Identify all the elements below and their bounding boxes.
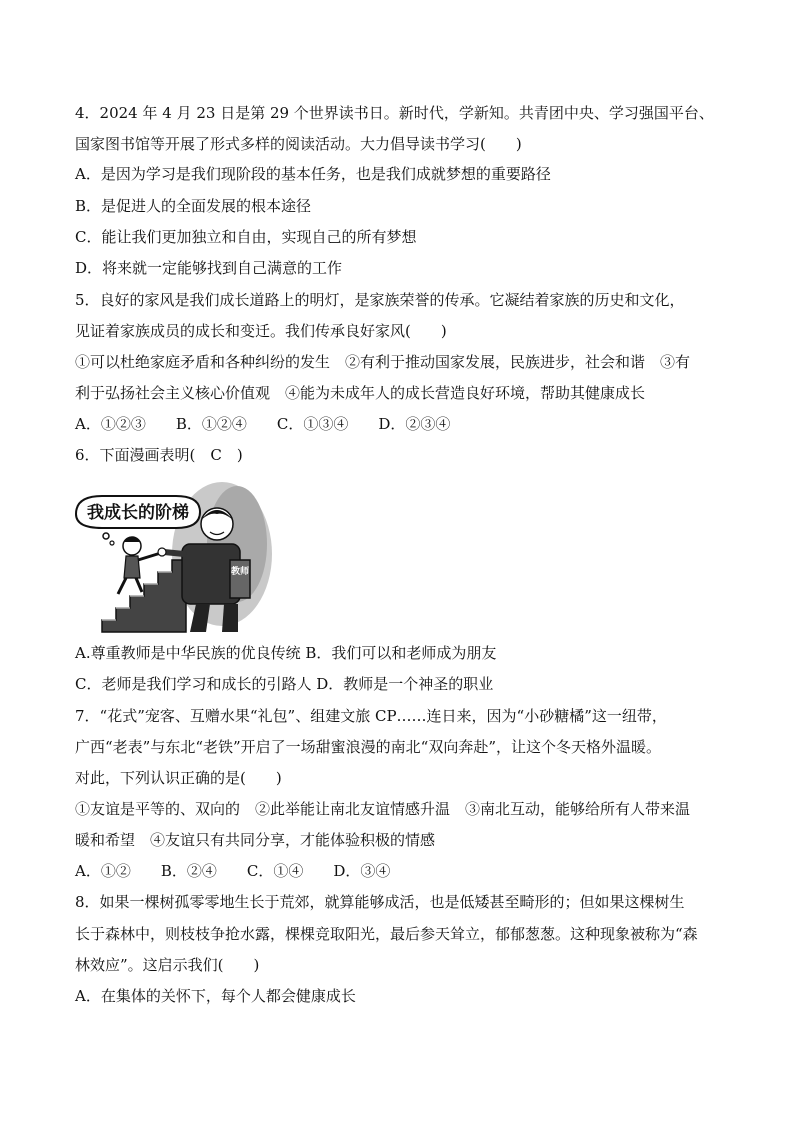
q4-option-d: D．将来就一定能够找到自己满意的工作 xyxy=(75,259,343,277)
q6-options-cd: C．老师是我们学习和成长的引路人 D．教师是一个神圣的职业 xyxy=(75,675,494,693)
q8-stem-line-2: 长于森林中，则枝枝争抢水露，棵棵竞取阳光，最后参天耸立，郁郁葱葱。这种现象被称为“森 xyxy=(75,925,698,943)
q4-stem-line-1: 4．2024 年 4 月 23 日是第 29 个世界读书日。新时代，学新知。共青团中央、学习强国平台、 xyxy=(75,104,714,122)
q8-stem-line-3: 林效应”。这启示我们( ) xyxy=(75,956,260,974)
q7-options: A．①② B．②④ C．①④ D．③④ xyxy=(75,862,391,880)
q7-statements-line-1: ①友谊是平等的、双向的 ②此举能让南北友谊情感升温 ③南北互动，能够给所有人带来温 xyxy=(75,800,691,818)
comic-title: 我成长的阶梯 xyxy=(87,503,189,523)
q6-stem: 6．下面漫画表明( C ) xyxy=(75,446,243,464)
growth-ladder-cartoon xyxy=(72,474,272,634)
q8-stem-line-1: 8．如果一棵树孤零零地生长于荒郊，就算能够成活，也是低矮甚至畸形的；但如果这棵树生 xyxy=(75,893,685,911)
q8-option-a: A．在集体的关怀下，每个人都会健康成长 xyxy=(75,987,356,1005)
q5-statements-line-1: ①可以杜绝家庭矛盾和各种纠纷的发生 ②有利于推动国家发展，民族进步，社会和谐 ③有 xyxy=(75,353,691,371)
q7-statements-line-2: 暖和希望 ④友谊只有共同分享，才能体验积极的情感 xyxy=(75,831,436,849)
q7-stem-line-3: 对此，下列认识正确的是( ) xyxy=(75,769,282,787)
q7-stem-line-2: 广西“老表”与东北“老铁”开启了一场甜蜜浪漫的南北“双向奔赴”，让这个冬天格外温暖。 xyxy=(75,738,662,756)
q4-option-a: A．是因为学习是我们现阶段的基本任务，也是我们成就梦想的重要路径 xyxy=(75,165,551,183)
q7-stem-line-1: 7．“花式”宠客、互赠水果“礼包”、组建文旅 CP……连日来，因为“小砂糖橘”这一纽带， xyxy=(75,707,667,725)
book-label: 教师 xyxy=(230,567,250,577)
q4-option-b: B．是促进人的全面发展的根本途径 xyxy=(75,197,312,215)
q5-stem-line-2: 见证着家族成员的成长和变迁。我们传承良好家风( ) xyxy=(75,322,447,340)
q4-stem-line-2: 国家图书馆等开展了形式多样的阅读活动。大力倡导读书学习( ) xyxy=(75,135,522,153)
q5-stem-line-1: 5．良好的家风是我们成长道路上的明灯，是家族荣誉的传承。它凝结着家族的历史和文化， xyxy=(75,291,685,309)
q5-options: A．①②③ B．①②④ C．①③④ D．②③④ xyxy=(75,415,451,433)
q4-option-c: C．能让我们更加独立和自由，实现自己的所有梦想 xyxy=(75,228,417,246)
q6-options-ab: A.尊重教师是中华民族的优良传统 B．我们可以和老师成为朋友 xyxy=(75,644,497,662)
q5-statements-line-2: 利于弘扬社会主义核心价值观 ④能为未成年人的成长营造良好环境，帮助其健康成长 xyxy=(75,384,646,402)
